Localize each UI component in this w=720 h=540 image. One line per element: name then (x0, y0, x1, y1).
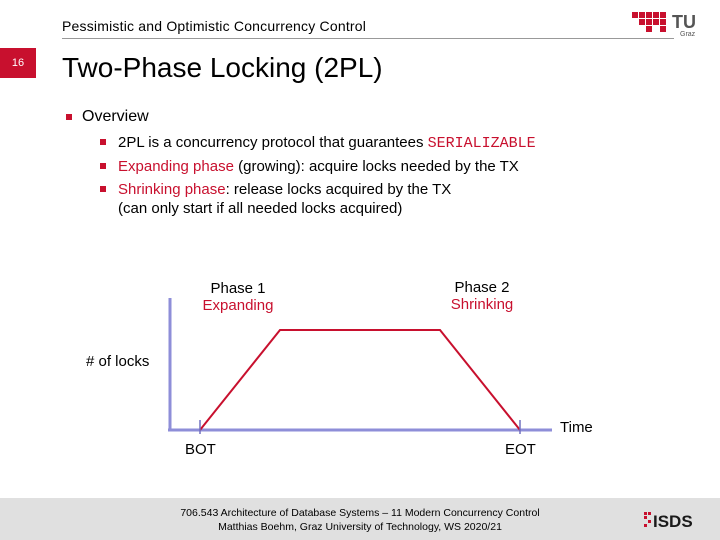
isds-logo-text: ISDS (653, 512, 693, 531)
phase1-name: Expanding (202, 297, 274, 314)
slide-number: 16 (0, 48, 36, 78)
sub-bullet-3-text: : release locks acquired by the TX (225, 181, 452, 198)
bot-label: BOT (185, 441, 216, 458)
eot-label: EOT (505, 441, 536, 458)
footer-line-2: Matthias Boehm, Graz University of Technology, WS 2020/21 (218, 521, 502, 533)
serializable-code: SERIALIZABLE (427, 135, 536, 152)
phase1-title: Phase 1 (210, 280, 266, 297)
footer (0, 498, 720, 540)
phase1-label (188, 280, 288, 314)
footer-line-1: 706.543 Architecture of Database Systems – 11 Modern Concurrency Control (180, 507, 540, 519)
phase2-title: Phase 2 (454, 279, 510, 296)
tu-logo-subtext: Graz (680, 31, 696, 38)
sub-bullet-3-line2: (can only start if all needed locks acquired) (118, 200, 403, 217)
header-title: Pessimistic and Optimistic Concurrency Control (62, 18, 367, 34)
y-axis-label: # of locks (86, 353, 150, 370)
bullet-overview: Overview (66, 108, 686, 126)
phase2-label (432, 279, 532, 313)
sub-bullet-2-text: (growing): acquire locks needed by the TX (233, 158, 519, 175)
phase2-name: Shrinking (450, 296, 514, 313)
footer-text (120, 506, 600, 534)
tu-logo-text: TU (672, 12, 696, 32)
shrinking-phase-term: Shrinking phase (118, 181, 226, 198)
locks-curve (200, 330, 520, 430)
slide-title: Two-Phase Locking (2PL) (62, 52, 383, 83)
x-axis-label: Time (560, 419, 593, 436)
isds-logo (644, 509, 708, 531)
expanding-phase-term: Expanding phase (118, 158, 234, 175)
sub-bullet-1-text: 2PL is a concurrency protocol that guarantees (118, 134, 428, 151)
